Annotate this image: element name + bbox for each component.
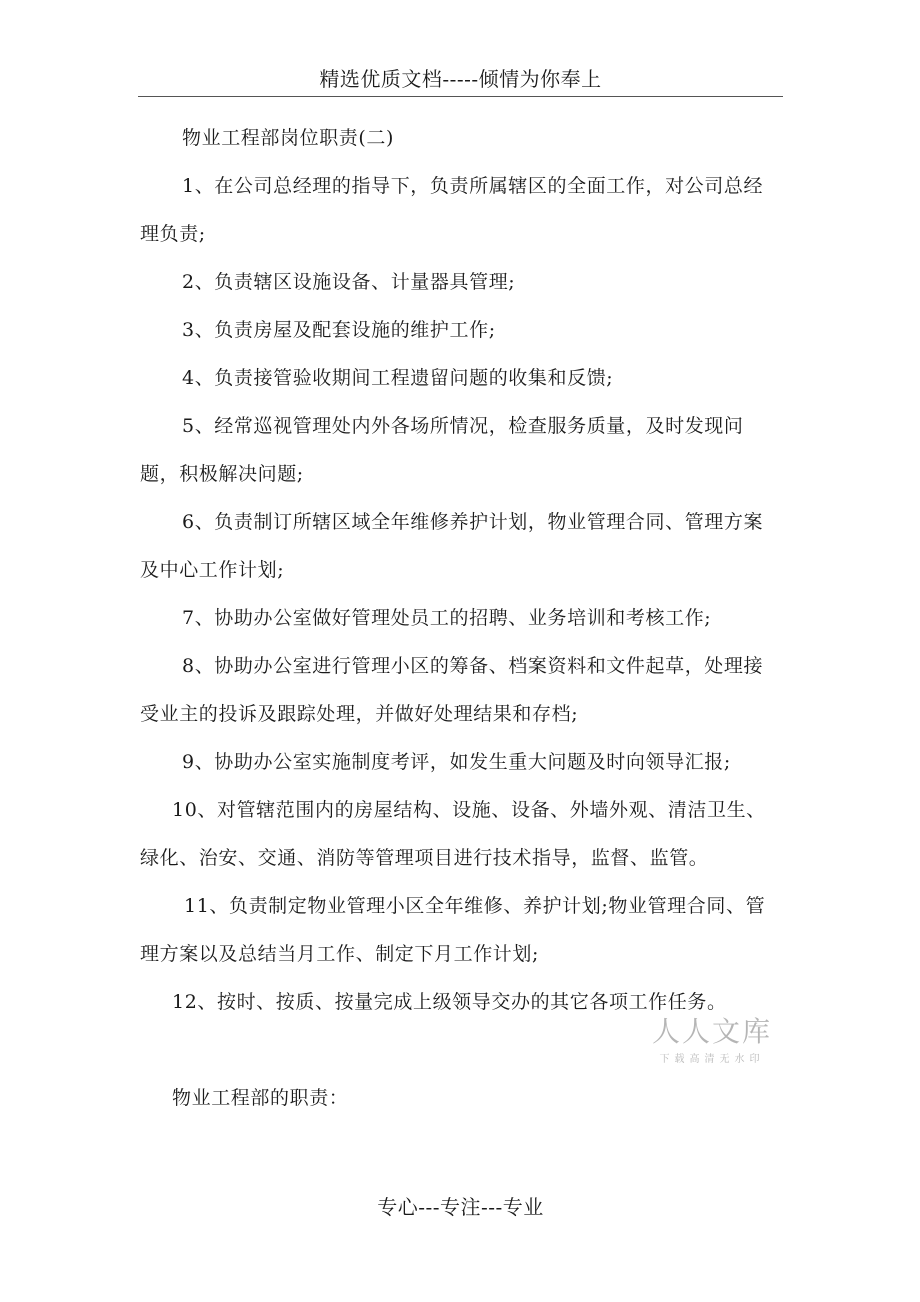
section-heading: 物业工程部的职责： <box>172 1087 349 1109</box>
duty-item-1: 1、在公司总经理的指导下，负责所属辖区的全面工作，对公司总经理负责; <box>140 175 764 245</box>
page-footer: 专心---专注---专业 <box>377 1195 544 1219</box>
paragraph-spacer <box>140 1026 780 1074</box>
duty-item-2: 2、负责辖区设施设备、计量器具管理; <box>182 271 516 293</box>
duty-item-9: 9、协助办公室实施制度考评，如发生重大问题及时向领导汇报; <box>182 751 731 773</box>
watermark-title: 人人文库 <box>651 1015 772 1048</box>
page-header: 精选优质文档-----倾情为你奉上 <box>319 67 602 91</box>
watermark-subtitle: 下载高清无水印 <box>659 1054 765 1065</box>
duty-item-7: 7、协助办公室做好管理处员工的招聘、业务培训和考核工作; <box>182 607 712 629</box>
document-title: 物业工程部岗位职责(二) <box>182 127 395 149</box>
header-divider <box>138 96 783 97</box>
duty-item-11: 11、负责制定物业管理小区全年维修、养护计划;物业管理合同、管理方案以及总结当月工作、制定下月工作计划; <box>140 895 766 965</box>
duty-item-4: 4、负责接管验收期间工程遗留问题的收集和反馈; <box>182 367 614 389</box>
duty-item-6: 6、负责制订所辖区域全年维修养护计划，物业管理合同、管理方案及中心工作计划; <box>140 511 764 581</box>
duty-item-5: 5、经常巡视管理处内外各场所情况，检查服务质量，及时发现问题，积极解决问题; <box>140 415 744 485</box>
duty-item-10: 10、对管辖范围内的房屋结构、设施、设备、外墙外观、清洁卫生、绿化、治安、交通、消防等管理项目进行技术指导，监督、监管。 <box>140 799 766 869</box>
duty-item-12: 12、按时、按质、按量完成上级领导交办的其它各项工作任务。 <box>172 991 727 1013</box>
duty-item-3: 3、负责房屋及配套设施的维护工作; <box>182 319 496 341</box>
document-body <box>140 114 780 1122</box>
duty-item-8: 8、协助办公室进行管理小区的筹备、档案资料和文件起草，处理接受业主的投诉及跟踪处理，并做好处理结果和存档; <box>140 655 764 725</box>
